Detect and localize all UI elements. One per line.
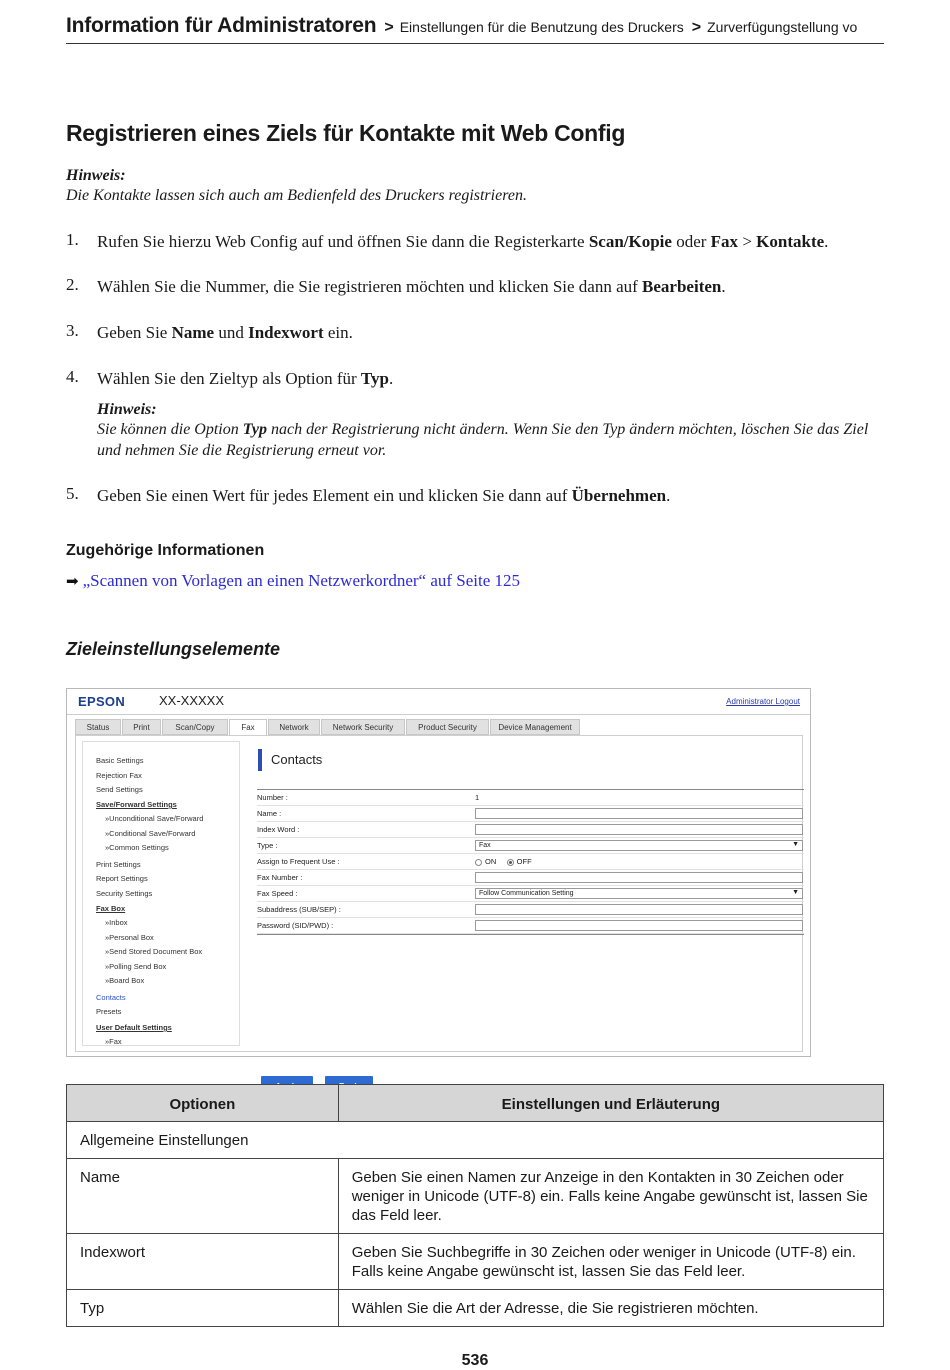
breadcrumb-item: Einstellungen für die Benutzung des Druckers [399, 19, 684, 35]
tab-bar [75, 719, 581, 735]
note-title: Hinweis: [97, 401, 157, 418]
field-label: Subaddress (SUB/SEP) : [257, 905, 341, 914]
radio-label: ON [485, 857, 497, 866]
table-header-row [67, 1085, 884, 1122]
form-row-type [257, 838, 804, 854]
column-header: Einstellungen und Erläuterung [338, 1085, 883, 1122]
table-row [67, 1290, 884, 1327]
field-label: Assign to Frequent Use : [257, 857, 340, 866]
sidebar-item[interactable]: Rejection Fax [96, 771, 142, 780]
field-label: Name : [257, 809, 282, 818]
field-label: Number : [257, 793, 288, 802]
note-block [66, 167, 527, 206]
sidebar-item[interactable]: Basic Settings [96, 756, 144, 765]
number-value: 1 [475, 793, 480, 802]
sidebar-item[interactable]: User Default Settings [96, 1023, 172, 1032]
field-label: Index Word : [257, 825, 300, 834]
sidebar-item[interactable]: Report Settings [96, 874, 148, 883]
tab-network-security[interactable]: Network Security [321, 719, 405, 735]
sidebar-item[interactable]: »Unconditional Save/Forward [105, 814, 204, 823]
form-row-password [257, 918, 804, 934]
description-cell: Wählen Sie die Art der Adresse, die Sie registrieren möchten. [338, 1290, 883, 1327]
sidebar-item[interactable]: »Personal Box [105, 933, 154, 942]
sidebar-item[interactable]: Presets [96, 1007, 122, 1016]
form-row-name [257, 806, 804, 822]
options-table [66, 1084, 884, 1327]
tab-scan-copy[interactable]: Scan/Copy [162, 719, 228, 735]
title-accent-bar [258, 749, 262, 771]
content-area [75, 735, 803, 1052]
screenshot-topbar [67, 689, 810, 715]
tab-network[interactable]: Network [268, 719, 320, 735]
option-cell: Name [67, 1159, 339, 1234]
epson-logo: EPSON [78, 694, 126, 709]
breadcrumb-item: Zurverfügungstellung vo [707, 19, 858, 35]
password-input[interactable] [475, 920, 803, 931]
tab-print[interactable]: Print [122, 719, 161, 735]
sidebar-item[interactable]: Print Settings [96, 860, 141, 869]
contact-form [257, 789, 804, 935]
sidebar-item-contacts[interactable]: Contacts [96, 993, 126, 1002]
chapter-title: Information für Administratoren [66, 14, 377, 37]
name-input[interactable] [475, 808, 803, 819]
form-row-faxnumber [257, 870, 804, 886]
sidebar [82, 741, 240, 1046]
tab-status[interactable]: Status [75, 719, 121, 735]
fax-number-input[interactable] [475, 872, 803, 883]
model-name: XX-XXXXX [159, 693, 225, 708]
step-text: Rufen Sie hierzu Web Config auf und öffnen Sie dann die Registerkarte Scan/Kopie oder Fax > Kontakte. [97, 232, 829, 251]
sidebar-item[interactable]: »Send Stored Document Box [105, 947, 203, 956]
tab-fax[interactable]: Fax [229, 719, 267, 736]
note-body: Die Kontakte lassen sich auch am Bedienfeld des Druckers registrieren. [66, 187, 527, 204]
sidebar-item[interactable]: Security Settings [96, 889, 153, 898]
field-label: Fax Speed : [257, 889, 298, 898]
description-cell: Geben Sie Suchbegriffe in 30 Zeichen oder weniger in Unicode (UTF-8) ein. Falls keine Angabe gewünscht ist, lassen Sie das Feld leer. [338, 1234, 883, 1290]
breadcrumb-separator: > [691, 19, 702, 36]
radio-off[interactable] [507, 859, 514, 866]
option-cell: Indexwort [67, 1234, 339, 1290]
index-word-input[interactable] [475, 824, 803, 835]
arrow-right-icon: ➡ [66, 572, 79, 590]
type-select[interactable]: Fax ▼ [475, 840, 803, 851]
form-row-frequent [257, 854, 804, 870]
sidebar-item[interactable]: »Common Settings [105, 843, 169, 852]
dropdown-caret-icon: ▼ [792, 889, 799, 896]
note-title: Hinweis: [66, 167, 126, 184]
related-info-heading: Zugehörige Informationen [66, 542, 265, 559]
tab-device-management[interactable]: Device Management [490, 719, 580, 735]
option-cell: Typ [67, 1290, 339, 1327]
step-text: Wählen Sie die Nummer, die Sie registrieren möchten und klicken Sie dann auf Bearbeiten. [97, 277, 726, 296]
page-title: Registrieren eines Ziels für Kontakte mit Web Config [66, 120, 626, 146]
table-row [67, 1234, 884, 1290]
radio-on[interactable] [475, 859, 482, 866]
note-body: Sie können die Option Typ nach der Registrierung nicht ändern. Wenn Sie den Typ ändern möchten, löschen Sie das Ziel und nehmen Sie die Registrierung erneut vor. [97, 421, 869, 459]
web-config-screenshot [66, 688, 811, 1057]
dropdown-caret-icon: ▼ [792, 841, 799, 848]
field-label: Type : [257, 841, 278, 850]
step-text: Wählen Sie den Zieltyp als Option für Typ. [97, 369, 394, 388]
radio-label: OFF [516, 857, 532, 866]
field-label: Fax Number : [257, 873, 303, 882]
form-row-subaddress [257, 902, 804, 918]
related-link[interactable] [66, 571, 520, 591]
section-title: Zieleinstellungselemente [66, 639, 281, 659]
form-row-number [257, 790, 804, 806]
form-end-line [257, 934, 804, 935]
table-group-row [67, 1122, 884, 1159]
related-link-text[interactable]: „Scannen von Vorlagen an einen Netzwerkordner“ auf Seite 125 [82, 571, 521, 590]
table-row [67, 1159, 884, 1234]
fax-speed-select[interactable]: Follow Communication Setting ▼ [475, 888, 803, 899]
breadcrumb-header [66, 14, 884, 44]
sidebar-item[interactable]: Fax Box [96, 904, 126, 913]
form-row-speed [257, 886, 804, 902]
step-number: 4. [66, 367, 79, 386]
sidebar-item[interactable]: »Polling Send Box [105, 962, 167, 971]
step-number: 3. [66, 321, 79, 340]
sidebar-item[interactable]: »Fax [105, 1037, 122, 1046]
step-note [97, 401, 877, 461]
admin-logout-link[interactable]: Administrator Logout [726, 697, 800, 706]
sidebar-item[interactable]: »Board Box [105, 976, 145, 985]
step-number: 2. [66, 275, 79, 294]
step-number: 1. [66, 230, 79, 249]
sidebar-item[interactable]: Send Settings [96, 785, 143, 794]
column-header: Optionen [67, 1085, 339, 1122]
breadcrumb-separator: > [384, 19, 394, 36]
group-label: Allgemeine Einstellungen [67, 1122, 884, 1159]
sidebar-item[interactable]: »Conditional Save/Forward [105, 829, 196, 838]
description-cell: Geben Sie einen Namen zur Anzeige in den Kontakten in 30 Zeichen oder weniger in Unicode (UTF-8) ein. Falls keine Angabe gewünscht ist, lassen Sie das Feld leer. [338, 1159, 883, 1234]
page-number: 536 [461, 1352, 489, 1369]
frequent-radio-group [475, 857, 532, 866]
field-label: Password (SID/PWD) : [257, 921, 334, 930]
step-number: 5. [66, 484, 79, 503]
tab-product-security[interactable]: Product Security [406, 719, 489, 735]
form-row-index [257, 822, 804, 838]
subaddress-input[interactable] [475, 904, 803, 915]
sidebar-item[interactable]: »Inbox [105, 918, 128, 927]
contacts-title: Contacts [271, 752, 323, 767]
step-text: Geben Sie Name und Indexwort ein. [97, 323, 353, 342]
sidebar-item[interactable]: Save/Forward Settings [96, 800, 177, 809]
step-text: Geben Sie einen Wert für jedes Element ein und klicken Sie dann auf Übernehmen. [97, 486, 671, 505]
